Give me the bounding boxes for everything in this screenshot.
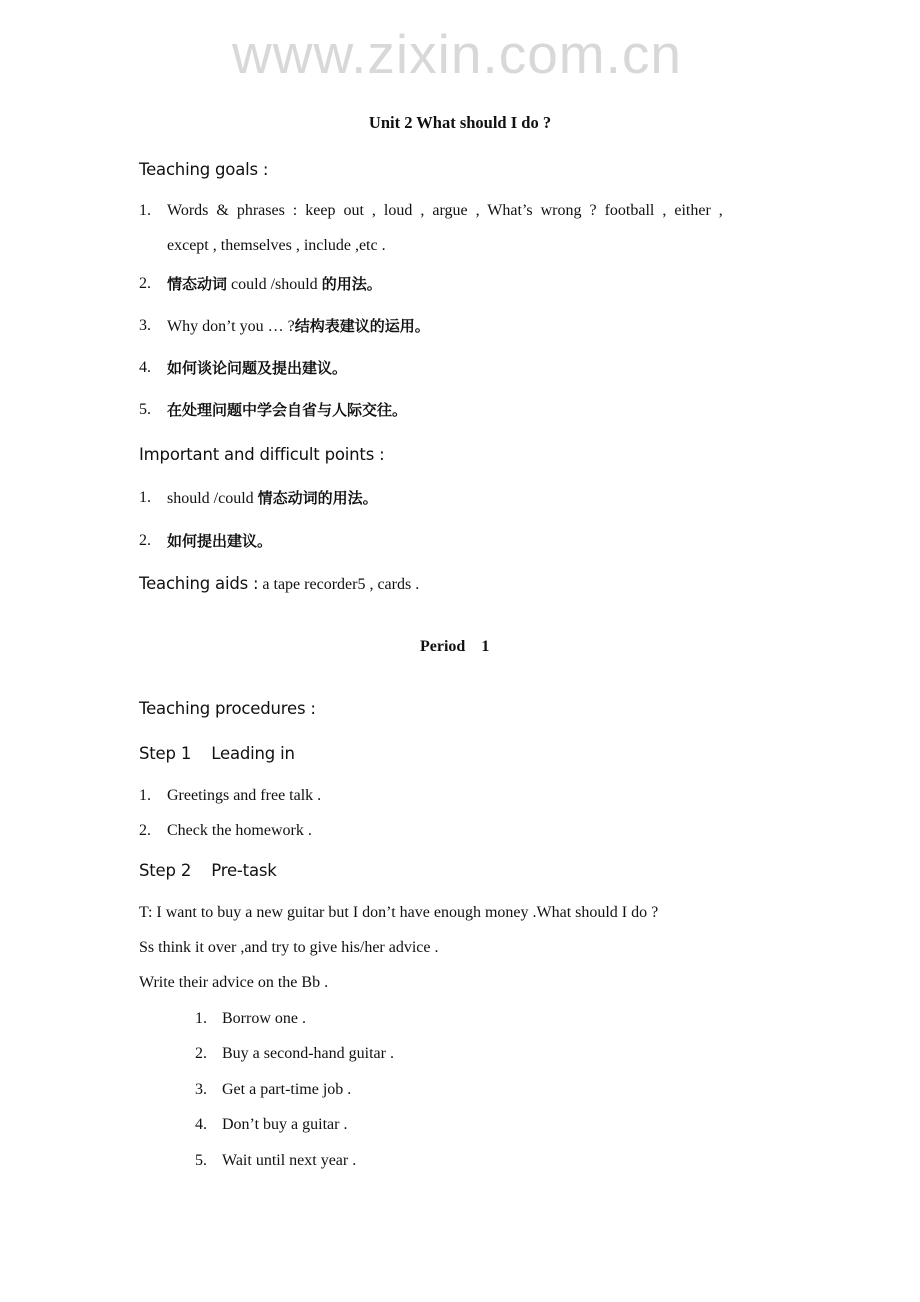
item-text: 在处理问题中学会自省与人际交往。 [167,401,408,419]
teaching-aids [139,574,419,595]
item-text: Check the homework . [167,822,312,839]
item-text: Words & phrases : keep out , loud , argue , What’s wrong ? football , either , [167,202,723,219]
item-number: 2. [139,822,151,839]
step2-line-3: Write their advice on the Bb . [139,974,329,991]
item-text: except , themselves , include ,etc . [167,237,386,254]
item-text: 如何提出建议。 [167,532,273,550]
item-number: 2. [139,275,151,292]
item-number: 2. [139,532,151,549]
item-text: Don’t buy a guitar . [222,1116,348,1133]
teaching-goals-heading: Teaching goals : [139,160,269,179]
item-text: Get a part-time job . [222,1081,352,1098]
item-text: Greetings and free talk . [167,787,322,804]
item-text: 情态动词 could /should 的用法。 [167,275,382,293]
item-text: Why don’t you … ?结构表建议的运用。 [167,317,430,335]
period-heading: Period 1 [420,638,490,655]
item-text: 如何谈论问题及提出建议。 [167,359,348,377]
step2-heading: Step 2 Pre-task [139,861,277,880]
document-title: Unit 2 What should I do ? [368,113,552,132]
item-number: 3. [195,1081,207,1098]
item-number: 1. [139,489,151,506]
item-text: should /could 情态动词的用法。 [167,489,378,507]
teaching-aids-value: a tape recorder5 , cards . [258,576,420,593]
watermark: www.zixin.com.cn [232,23,682,85]
item-number: 4. [195,1116,207,1133]
item-number: 1. [195,1010,207,1027]
item-number: 5. [139,401,151,418]
item-text: Buy a second-hand guitar . [222,1045,394,1062]
item-number: 4. [139,359,151,376]
teaching-aids-label: Teaching aids : [139,574,259,593]
step2-line-1: T: I want to buy a new guitar but I don’t have enough money .What should I do ? [139,904,659,921]
item-number: 1. [139,202,151,219]
item-number: 3. [139,317,151,334]
item-number: 5. [195,1152,207,1169]
item-number: 1. [139,787,151,804]
step1-heading: Step 1 Leading in [139,744,295,763]
item-text: Wait until next year . [222,1152,357,1169]
procedures-heading: Teaching procedures : [139,699,316,718]
step2-line-2: Ss think it over ,and try to give his/her advice . [139,939,439,956]
item-number: 2. [195,1045,207,1062]
important-points-heading: Important and difficult points : [139,445,385,464]
item-text: Borrow one . [222,1010,306,1027]
